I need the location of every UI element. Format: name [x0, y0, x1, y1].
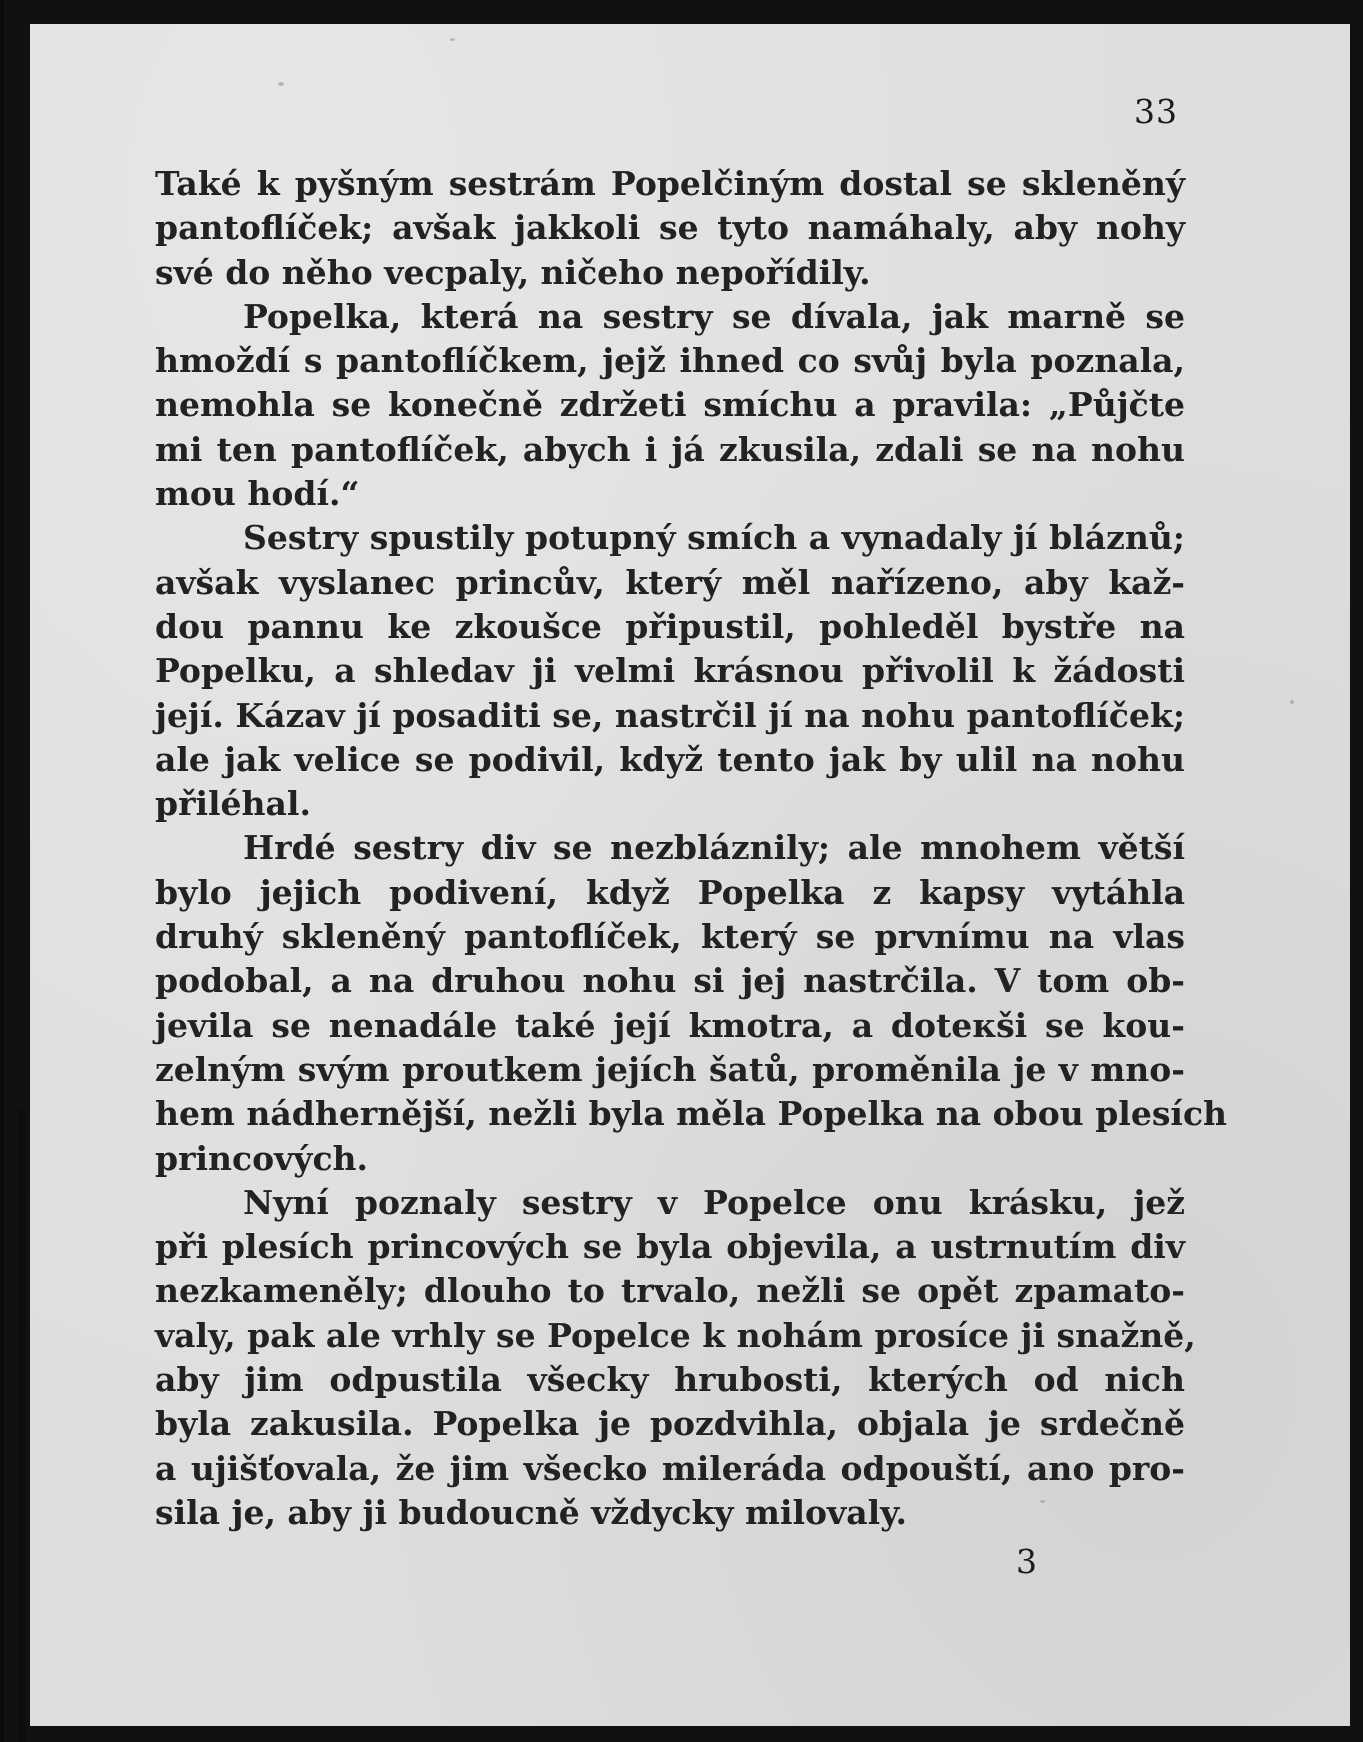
text-line: dou pannu ke zkoušce připustil, pohleděl bystře na — [155, 606, 1185, 646]
text-line: mou hodí.“ — [155, 474, 360, 514]
text-line: Hrdé sestry div se nezbláznily; ale mnohem větší — [243, 828, 1185, 868]
text-line: druhý skleněný pantoflíček, který se prvnímu na vlas — [155, 917, 1185, 957]
text-line: sila je, aby ji budoucně vždycky milovaly. — [155, 1492, 907, 1532]
paper-speck — [1040, 1500, 1045, 1503]
text-line: Také k pyšným sestrám Popelčiným dostal se skleněný — [155, 164, 1185, 203]
text-line: hem nádhernější, nežli byla měla Popelka na obou plesích — [155, 1094, 1228, 1134]
text-line: Sestry spustily potupný smích a vynadaly jí bláznů; — [243, 518, 1185, 558]
text-line: nemohla se konečně zdržeti smíchu a pravila: „Půjčte — [155, 385, 1185, 425]
text-line: byla zakusila. Popelka je pozdvihla, objala je srdečně — [155, 1404, 1185, 1444]
paper-speck — [278, 82, 284, 86]
binding-shadow — [18, 1110, 25, 1742]
text-line: aby jim odpustila všecky hrubosti, kterých od nich — [155, 1360, 1185, 1400]
paper-speck — [450, 38, 455, 41]
text-line: ale jak velice se podivil, když tento jak by ulil na nohu — [155, 739, 1185, 779]
text-line: princových. — [155, 1138, 369, 1178]
text-line: podobal, a na druhou nohu si jej nastrčila. V tom ob- — [155, 961, 1185, 1001]
text-line: mi ten pantoflíček, abych i já zkusila, zdali se na nohu — [155, 429, 1185, 469]
text-line: přiléhal. — [155, 784, 311, 824]
scan-edge — [0, 0, 4, 1742]
text-line: pantoflíček; avšak jakkoli se tyto namáhaly, aby nohy — [155, 208, 1185, 248]
text-line: své do něho vecpaly, ničeho nepořídily. — [155, 252, 871, 292]
body-text — [155, 162, 1228, 1535]
signature-mark: 3 — [1016, 1542, 1037, 1581]
text-line: Nyní poznaly sestry v Popelce onu krásku, jež — [243, 1182, 1185, 1222]
text-line: jevila se nenadále také její kmotra, a doteкši se kou- — [155, 1005, 1185, 1045]
page-number: 33 — [1134, 92, 1178, 131]
text-line: její. Kázav jí posaditi se, nastrčil jí na nohu pantoflíček; — [155, 695, 1185, 735]
text-line: zelným svým proutkem jejích šatů, proměnila je v mno- — [155, 1049, 1185, 1089]
text-line: a ujišťovala, že jim všecko mileráda odpouští, ano pro- — [155, 1448, 1185, 1488]
text-line: nezkameněly; dlouho to trvalo, nežli se opět zpamato- — [155, 1271, 1185, 1311]
text-line: bylo jejich podivení, když Popelka z kapsy vytáhla — [155, 872, 1185, 912]
text-line: hmoždí s pantoflíčkem, jejž ihned co svůj byla poznala, — [155, 341, 1185, 381]
text-line: avšak vyslanec princův, který měl nařízeno, aby kaž- — [155, 562, 1185, 602]
text-line: valy, pak ale vrhly se Popelce k nohám prosíce ji snažně, — [155, 1315, 1196, 1355]
paper-speck — [1290, 700, 1294, 704]
text-line: při plesích princových se byla objevila, a ustrnutím div — [155, 1227, 1185, 1267]
text-line: Popelku, a shledav ji velmi krásnou přivolil k žádosti — [155, 651, 1185, 691]
text-line: Popelka, která na sestry se dívala, jak marně se — [243, 296, 1185, 336]
